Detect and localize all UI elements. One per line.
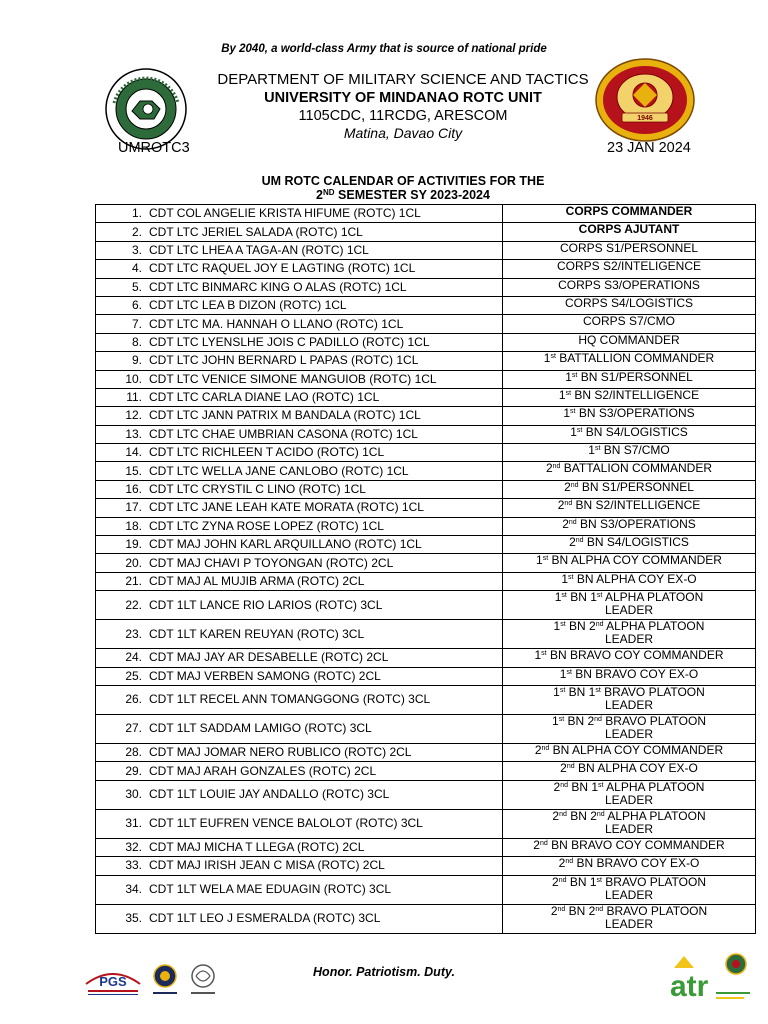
row-number: 20. bbox=[125, 555, 142, 570]
row-number: 28. bbox=[125, 745, 142, 760]
row-number: 33. bbox=[125, 858, 142, 873]
table-row bbox=[96, 315, 756, 333]
table-row bbox=[96, 480, 756, 498]
position-title: CORPS COMMANDER bbox=[565, 204, 693, 218]
position-title: CORPS AJUTANT bbox=[578, 222, 680, 237]
position-cell bbox=[503, 875, 756, 904]
position-cell bbox=[503, 780, 756, 809]
cadet-name: CDT 1LT SADDAM LAMIGO (ROTC) 3CL bbox=[149, 721, 372, 736]
position-cell bbox=[503, 205, 756, 223]
cadet-name-cell bbox=[96, 780, 503, 809]
position-cell bbox=[503, 480, 756, 498]
unit-line: 1105CDC, 11RCDG, ARESCOM bbox=[298, 108, 508, 124]
position-title: 2nd BN 1st ALPHA PLATOON bbox=[553, 780, 705, 794]
position-cell bbox=[503, 407, 756, 425]
row-number: 8. bbox=[131, 334, 142, 349]
position-cell bbox=[503, 536, 756, 554]
position-cell bbox=[503, 260, 756, 278]
position-cell bbox=[503, 333, 756, 351]
row-number: 14. bbox=[125, 445, 142, 460]
row-number: 23. bbox=[125, 626, 142, 641]
cadet-name: CDT LTC LYENSLHE JOIS C PADILLO (ROTC) 1CL bbox=[149, 334, 430, 349]
position-title-continued: LEADER bbox=[604, 603, 654, 618]
army-transformation-roadmap-logo bbox=[668, 948, 752, 1004]
svg-text:PGS: PGS bbox=[99, 974, 127, 989]
row-number: 21. bbox=[125, 574, 142, 588]
position-cell bbox=[503, 809, 756, 838]
cadet-name: CDT 1LT WELA MAE EDUAGIN (ROTC) 3CL bbox=[149, 882, 392, 897]
cadet-name: CDT 1LT RECEL ANN TOMANGGONG (ROTC) 3CL bbox=[149, 692, 431, 707]
position-cell bbox=[503, 352, 756, 370]
cadet-name-cell bbox=[96, 857, 503, 875]
cadet-name: CDT MAJ ARAH GONZALES (ROTC) 2CL bbox=[149, 763, 377, 778]
position-title-continued: LEADER bbox=[604, 632, 654, 647]
position-title: 1st BN 1st BRAVO PLATOON bbox=[553, 685, 705, 699]
position-cell bbox=[503, 620, 756, 649]
position-cell bbox=[503, 499, 756, 517]
cadet-name: CDT LTC VENICE SIMONE MANGUIOB (ROTC) 1CL bbox=[149, 371, 437, 386]
row-number: 7. bbox=[131, 316, 142, 331]
cadet-name: CDT LTC CARLA DIANE LAO (ROTC) 1CL bbox=[149, 390, 380, 405]
cadet-name: CDT LTC CHAE UMBRIAN CASONA (ROTC) 1CL bbox=[149, 426, 418, 441]
position-title: 1st BN 2nd ALPHA PLATOON bbox=[553, 619, 705, 634]
document-code: UMROTC3 bbox=[118, 140, 190, 156]
cadet-name-cell bbox=[96, 205, 503, 223]
row-number: 11. bbox=[126, 390, 142, 405]
position-title: 2nd BN 2nd ALPHA PLATOON bbox=[552, 809, 706, 823]
position-title: 1st BN BRAVO COY EX-O bbox=[559, 667, 699, 681]
position-title: 2nd BN S2/INTELLIGENCE bbox=[557, 498, 701, 513]
table-row bbox=[96, 536, 756, 554]
cadet-name-cell bbox=[96, 517, 503, 535]
position-title: 2nd BN S3/OPERATIONS bbox=[562, 517, 696, 531]
table-row bbox=[96, 857, 756, 875]
position-title-continued: LEADER bbox=[604, 792, 654, 807]
row-number: 19. bbox=[125, 537, 142, 552]
table-row bbox=[96, 333, 756, 351]
table-row bbox=[96, 809, 756, 838]
position-title: 2nd BN 1st BRAVO PLATOON bbox=[552, 875, 706, 889]
row-number: 31. bbox=[125, 816, 142, 831]
cadet-name: CDT LTC CRYSTIL C LINO (ROTC) 1CL bbox=[149, 482, 366, 497]
position-title: 1st BN ALPHA COY EX-O bbox=[561, 572, 697, 586]
row-number: 5. bbox=[131, 279, 142, 294]
position-title: 1st BN S1/PERSONNEL bbox=[565, 370, 693, 384]
iso-standard-logo bbox=[188, 962, 218, 1000]
position-cell bbox=[503, 462, 756, 480]
cadet-name-cell bbox=[96, 388, 503, 406]
position-cell bbox=[503, 241, 756, 259]
position-cell bbox=[503, 370, 756, 388]
cadet-name-cell bbox=[96, 462, 503, 480]
cadet-name: CDT LTC LEA B DIZON (ROTC) 1CL bbox=[149, 298, 347, 313]
table-row bbox=[96, 685, 756, 714]
cadet-name: CDT LTC MA. HANNAH O LLANO (ROTC) 1CL bbox=[149, 316, 404, 331]
position-cell bbox=[503, 278, 756, 296]
cadet-name: CDT LTC JERIEL SALADA (ROTC) 1CL bbox=[149, 224, 363, 239]
cadet-name: CDT LTC LHEA A TAGA-AN (ROTC) 1CL bbox=[149, 242, 369, 257]
table-row bbox=[96, 388, 756, 406]
cadet-name: CDT 1LT LANCE RIO LARIOS (ROTC) 3CL bbox=[149, 597, 383, 612]
table-row bbox=[96, 904, 756, 933]
position-cell bbox=[503, 685, 756, 714]
cadet-name: CDT 1LT LEO J ESMERALDA (ROTC) 3CL bbox=[149, 911, 381, 926]
table-row bbox=[96, 591, 756, 620]
position-title: 2nd BN BRAVO COY COMMANDER bbox=[533, 838, 725, 852]
position-title: HQ COMMANDER bbox=[578, 333, 680, 347]
cadet-name-cell bbox=[96, 444, 503, 462]
position-title-continued: LEADER bbox=[604, 821, 654, 836]
cadet-name: CDT LTC RAQUEL JOY E LAGTING (ROTC) 1CL bbox=[149, 261, 416, 276]
cadet-name-cell bbox=[96, 260, 503, 278]
position-title: 2nd BN S1/PERSONNEL bbox=[564, 480, 694, 494]
position-title: 2nd BATTALION COMMANDER bbox=[545, 461, 713, 476]
page-title: UM ROTC CALENDAR OF ACTIVITIES FOR THE bbox=[261, 174, 545, 188]
table-row bbox=[96, 517, 756, 535]
cadet-name-cell bbox=[96, 241, 503, 259]
cadet-name: CDT COL ANGELIE KRISTA HIFUME (ROTC) 1CL bbox=[149, 206, 421, 221]
table-row bbox=[96, 352, 756, 370]
motto: Honor. Patriotism. Duty. bbox=[313, 965, 455, 979]
table-row bbox=[96, 620, 756, 649]
cadet-name-cell bbox=[96, 620, 503, 649]
position-title: 1st BN S3/OPERATIONS bbox=[563, 406, 695, 421]
cadet-name-cell bbox=[96, 838, 503, 856]
cadet-name: CDT MAJ AL MUJIB ARMA (ROTC) 2CL bbox=[149, 574, 365, 588]
position-title: CORPS S1/PERSONNEL bbox=[559, 241, 699, 255]
cadet-name-cell bbox=[96, 875, 503, 904]
table-row bbox=[96, 444, 756, 462]
table-row bbox=[96, 278, 756, 296]
iso-certification-logo bbox=[150, 962, 180, 1000]
row-number: 35. bbox=[125, 911, 142, 926]
cadet-name-cell bbox=[96, 554, 503, 572]
table-row bbox=[96, 743, 756, 761]
position-title: 2nd BN BRAVO COY EX-O bbox=[558, 856, 700, 871]
table-row bbox=[96, 714, 756, 743]
cadet-name-cell bbox=[96, 591, 503, 620]
row-number: 15. bbox=[125, 463, 142, 478]
cadet-name-cell bbox=[96, 904, 503, 933]
position-title: 2nd BN ALPHA COY EX-O bbox=[560, 761, 698, 776]
position-cell bbox=[503, 904, 756, 933]
cadet-name-cell bbox=[96, 743, 503, 761]
row-number: 30. bbox=[125, 787, 142, 802]
cadet-name-cell bbox=[96, 278, 503, 296]
position-title: 1st BN ALPHA COY COMMANDER bbox=[536, 553, 722, 568]
position-cell bbox=[503, 315, 756, 333]
position-title: 2nd BN 2nd BRAVO PLATOON bbox=[550, 904, 708, 918]
row-number: 1. bbox=[131, 206, 142, 221]
cadet-name: CDT 1LT KAREN REUYAN (ROTC) 3CL bbox=[149, 626, 365, 641]
position-title: 1st BN S7/CMO bbox=[588, 443, 670, 458]
department-line: DEPARTMENT OF MILITARY SCIENCE AND TACTICS bbox=[217, 71, 589, 88]
cadet-name: CDT LTC JOHN BERNARD L PAPAS (ROTC) 1CL bbox=[149, 353, 419, 368]
table-row bbox=[96, 425, 756, 443]
position-title: 1st BN S4/LOGISTICS bbox=[570, 425, 688, 439]
cadet-name: CDT 1LT LOUIE JAY ANDALLO (ROTC) 3CL bbox=[149, 787, 390, 802]
position-title: 1st BATTALLION COMMANDER bbox=[543, 351, 715, 366]
cadet-name: CDT LTC ZYNA ROSE LOPEZ (ROTC) 1CL bbox=[149, 518, 384, 533]
cadet-name: CDT MAJ JAY AR DESABELLE (ROTC) 2CL bbox=[149, 650, 389, 665]
position-cell bbox=[503, 517, 756, 535]
pgs-logo bbox=[82, 962, 144, 1000]
table-row bbox=[96, 499, 756, 517]
row-number: 34. bbox=[125, 882, 142, 897]
position-title: 1st BN S2/INTELLIGENCE bbox=[558, 388, 700, 402]
cadet-name: CDT MAJ IRISH JEAN C MISA (ROTC) 2CL bbox=[149, 858, 385, 873]
row-number: 12. bbox=[125, 408, 142, 423]
table-row bbox=[96, 296, 756, 314]
cadet-name-cell bbox=[96, 333, 503, 351]
position-cell bbox=[503, 762, 756, 780]
position-cell bbox=[503, 572, 756, 590]
roster-table bbox=[95, 204, 756, 934]
position-title: 1st BN BRAVO COY COMMANDER bbox=[534, 648, 724, 663]
position-title: 1st BN 1st ALPHA PLATOON bbox=[554, 590, 704, 605]
position-cell bbox=[503, 714, 756, 743]
cadet-name-cell bbox=[96, 536, 503, 554]
row-number: 4. bbox=[131, 261, 142, 276]
cadet-name: CDT LTC JANN PATRIX M BANDALA (ROTC) 1CL bbox=[149, 408, 421, 423]
cadet-name-cell bbox=[96, 352, 503, 370]
cadet-name: CDT MAJ CHAVI P TOYONGAN (ROTC) 2CL bbox=[149, 555, 394, 570]
row-number: 22. bbox=[125, 597, 142, 612]
row-number: 6. bbox=[131, 298, 142, 313]
row-number: 27. bbox=[125, 721, 142, 736]
cadet-name-cell bbox=[96, 480, 503, 498]
cadet-name-cell bbox=[96, 649, 503, 667]
cadet-name: CDT LTC BINMARC KING O ALAS (ROTC) 1CL bbox=[149, 279, 407, 294]
position-title: 1st BN 2nd BRAVO PLATOON bbox=[552, 714, 706, 728]
vision-statement: By 2040, a world-class Army that is source of national pride bbox=[221, 43, 547, 55]
cadet-name: CDT LTC JANE LEAH KATE MORATA (ROTC) 1CL bbox=[149, 500, 424, 515]
location-line: Matina, Davao City bbox=[343, 125, 463, 141]
cadet-name: CDT MAJ JOMAR NERO RUBLICO (ROTC) 2CL bbox=[149, 745, 412, 760]
row-number: 29. bbox=[125, 763, 142, 778]
position-cell bbox=[503, 444, 756, 462]
row-number: 9. bbox=[131, 353, 142, 368]
cadet-name-cell bbox=[96, 296, 503, 314]
cadet-name-cell bbox=[96, 667, 503, 685]
table-row bbox=[96, 572, 756, 590]
cadet-name-cell bbox=[96, 714, 503, 743]
position-title: CORPS S4/LOGISTICS bbox=[564, 296, 694, 310]
position-cell bbox=[503, 388, 756, 406]
position-title: CORPS S2/INTELIGENCE bbox=[556, 259, 702, 274]
cadet-name: CDT MAJ JOHN KARL ARQUILLANO (ROTC) 1CL bbox=[149, 537, 422, 552]
table-row bbox=[96, 241, 756, 259]
cadet-name-cell bbox=[96, 407, 503, 425]
table-row bbox=[96, 260, 756, 278]
page-subtitle: 2ND SEMESTER SY 2023-2024 bbox=[316, 188, 490, 202]
position-title: 2nd BN ALPHA COY COMMANDER bbox=[534, 743, 724, 757]
row-number: 2. bbox=[131, 224, 142, 239]
position-cell bbox=[503, 857, 756, 875]
table-row bbox=[96, 762, 756, 780]
position-title-continued: LEADER bbox=[604, 726, 654, 741]
cadet-name-cell bbox=[96, 370, 503, 388]
table-row bbox=[96, 649, 756, 667]
cadet-name: CDT MAJ MICHA T LLEGA (ROTC) 2CL bbox=[149, 839, 365, 854]
position-title: CORPS S3/OPERATIONS bbox=[558, 278, 700, 292]
row-number: 10. bbox=[125, 371, 142, 386]
position-cell bbox=[503, 743, 756, 761]
position-cell bbox=[503, 667, 756, 685]
cadet-name-cell bbox=[96, 315, 503, 333]
university-line: UNIVERSITY OF MINDANAO ROTC UNIT bbox=[264, 90, 542, 106]
position-title-continued: LEADER bbox=[604, 916, 654, 931]
position-cell bbox=[503, 649, 756, 667]
document-date: 23 JAN 2024 bbox=[607, 140, 691, 156]
table-row bbox=[96, 407, 756, 425]
row-number: 16. bbox=[125, 482, 142, 497]
cadet-name-cell bbox=[96, 425, 503, 443]
position-title: 2nd BN S4/LOGISTICS bbox=[569, 535, 689, 550]
table-row bbox=[96, 223, 756, 241]
table-row bbox=[96, 462, 756, 480]
row-number: 18. bbox=[125, 518, 142, 533]
seal-year: 1946 bbox=[637, 115, 653, 122]
table-row bbox=[96, 205, 756, 223]
cadet-name-cell bbox=[96, 809, 503, 838]
svg-text:atr: atr bbox=[670, 970, 709, 1003]
position-cell bbox=[503, 425, 756, 443]
table-row bbox=[96, 667, 756, 685]
position-title: CORPS S7/CMO bbox=[582, 314, 675, 329]
cadet-name-cell bbox=[96, 762, 503, 780]
cadet-name: CDT LTC RICHLEEN T ACIDO (ROTC) 1CL bbox=[149, 445, 385, 460]
position-cell bbox=[503, 296, 756, 314]
row-number: 32. bbox=[125, 839, 142, 854]
position-title-continued: LEADER bbox=[604, 697, 654, 712]
table-row bbox=[96, 838, 756, 856]
table-row bbox=[96, 875, 756, 904]
cadet-name-cell bbox=[96, 685, 503, 714]
row-number: 3. bbox=[131, 242, 142, 257]
cadet-name-cell bbox=[96, 499, 503, 517]
position-cell bbox=[503, 838, 756, 856]
cadet-name: CDT MAJ VERBEN SAMONG (ROTC) 2CL bbox=[149, 668, 381, 683]
cadet-name-cell bbox=[96, 572, 503, 590]
cadet-name: CDT 1LT EUFREN VENCE BALOLOT (ROTC) 3CL bbox=[149, 816, 423, 831]
position-cell bbox=[503, 223, 756, 241]
table-row bbox=[96, 554, 756, 572]
table-row bbox=[96, 780, 756, 809]
row-number: 17. bbox=[125, 500, 142, 515]
position-cell bbox=[503, 554, 756, 572]
position-title-continued: LEADER bbox=[604, 887, 654, 902]
row-number: 24. bbox=[125, 650, 142, 665]
row-number: 26. bbox=[125, 692, 142, 707]
row-number: 13. bbox=[125, 426, 142, 441]
position-cell bbox=[503, 591, 756, 620]
table-row bbox=[96, 370, 756, 388]
row-number: 25. bbox=[125, 668, 142, 683]
cadet-name-cell bbox=[96, 223, 503, 241]
cadet-name: CDT LTC WELLA JANE CANLOBO (ROTC) 1CL bbox=[149, 463, 409, 478]
